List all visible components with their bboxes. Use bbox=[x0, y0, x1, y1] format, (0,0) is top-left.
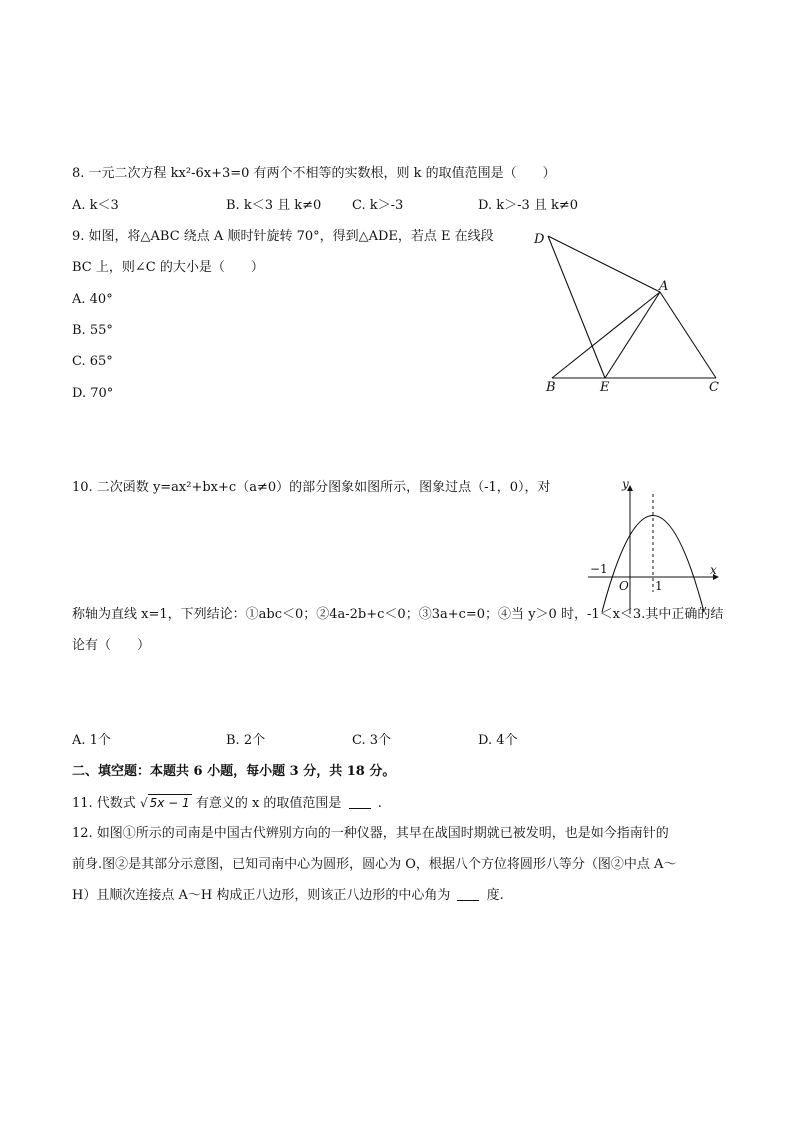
q10-option-d: D. 4个 bbox=[478, 733, 518, 748]
segment-ac bbox=[660, 292, 716, 378]
q10-option-c: C. 3个 bbox=[352, 733, 392, 748]
q9-triangle-figure bbox=[528, 228, 728, 398]
label-d: D bbox=[534, 232, 545, 247]
label-b: B bbox=[546, 380, 556, 395]
q8-option-a: A. k＜3 bbox=[72, 198, 119, 213]
q11-suffix: 有意义的 x 的取值范围是 bbox=[195, 796, 342, 811]
q11-radicand: 5x − 1 bbox=[149, 796, 190, 810]
label-a: A bbox=[659, 279, 669, 294]
label-one: 1 bbox=[655, 579, 663, 593]
q11-answer-blank[interactable] bbox=[349, 796, 371, 809]
q8-option-d: D. k＞-3 且 k≠0 bbox=[478, 198, 579, 213]
segment-de bbox=[548, 236, 605, 378]
q12-line1: 12. 如图①所示的司南是中国古代辨别方向的一种仪器，其早在战国时期就已被发明，也是如今指南针的 bbox=[72, 826, 669, 841]
q12-line3-prefix: H）且顺次连接点 A～H 构成正八边形，则该正八边形的中心角为 bbox=[72, 888, 451, 903]
q9-option-d: D. 70° bbox=[72, 386, 114, 401]
q11-prefix: 11. 代数式 bbox=[72, 796, 136, 811]
q10-stem-line1: 10. 二次函数 y=ax²+bx+c（a≠0）的部分图象如图所示，图象过点（-1，0），对 bbox=[72, 480, 551, 495]
segment-ab bbox=[552, 292, 660, 378]
segment-ae bbox=[605, 292, 660, 378]
q11-line bbox=[72, 794, 382, 812]
q8-stem: 8. 一元二次方程 kx²-6x+3=0 有两个不相等的实数根，则 k 的取值范围是（ ） bbox=[72, 166, 556, 181]
label-x: x bbox=[710, 563, 717, 577]
q9-option-b: B. 55° bbox=[72, 323, 113, 338]
q10-stem-line3: 论有（ ） bbox=[72, 638, 151, 653]
q12-line3 bbox=[72, 888, 504, 904]
parabola-curve bbox=[602, 516, 704, 613]
q10-stem-line2: 称轴为直线 x=1，下列结论：①abc＜0；②4a-2b+c＜0；③3a+c=0；④当 y＞0 时，-1＜x＜3.其中正确的结 bbox=[72, 607, 724, 622]
q12-line2: 前身.图②是其部分示意图，已知司南中心为圆形，圆心为 O，根据八个方位将圆形八等分（图②中点 A～ bbox=[72, 857, 677, 872]
q12-answer-blank[interactable] bbox=[457, 888, 479, 901]
q10-option-b: B. 2个 bbox=[226, 733, 266, 748]
label-e: E bbox=[600, 380, 610, 395]
q8-option-c: C. k＞-3 bbox=[352, 198, 404, 213]
q11-radical: √ 5x − 1 bbox=[139, 796, 190, 810]
label-c: C bbox=[709, 380, 719, 395]
label-y: y bbox=[622, 477, 629, 491]
q9-option-a: A. 40° bbox=[72, 292, 113, 307]
q12-line3-suffix: 度. bbox=[486, 888, 504, 903]
q10-option-a: A. 1个 bbox=[72, 733, 111, 748]
q11-end: . bbox=[377, 796, 382, 811]
q9-stem-line1: 9. 如图，将△ABC 绕点 A 顺时针旋转 70°，得到△ADE，若点 E 在线段 bbox=[72, 229, 494, 244]
label-origin: O bbox=[619, 579, 629, 593]
q9-option-c: C. 65° bbox=[72, 354, 113, 369]
section-heading-fill-in: 二、填空题：本题共 6 小题，每小题 3 分，共 18 分。 bbox=[72, 764, 396, 779]
label-minus-one: −1 bbox=[590, 562, 608, 576]
q9-stem-line2: BC 上，则∠C 的大小是（ ） bbox=[72, 260, 264, 275]
q10-parabola-figure bbox=[586, 474, 726, 624]
q8-option-b: B. k＜3 且 k≠0 bbox=[226, 198, 322, 213]
segment-da bbox=[548, 236, 660, 292]
